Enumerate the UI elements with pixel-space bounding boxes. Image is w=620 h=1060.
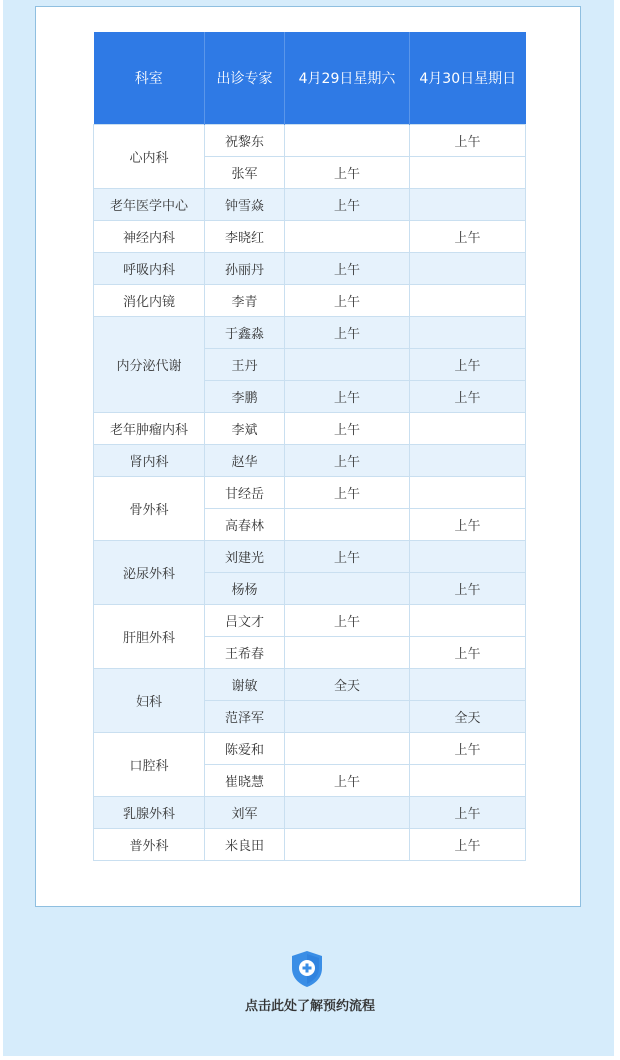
doctor-cell: 于鑫淼 bbox=[205, 317, 285, 349]
table-row bbox=[94, 253, 526, 285]
sunday-slot-cell: 上午 bbox=[410, 733, 526, 765]
sunday-slot-cell: 上午 bbox=[410, 125, 526, 157]
sunday-slot-cell: 上午 bbox=[410, 509, 526, 541]
doctor-cell: 王丹 bbox=[205, 349, 285, 381]
table-row bbox=[94, 221, 526, 253]
saturday-slot-cell: 上午 bbox=[285, 285, 410, 317]
sunday-slot-cell: 上午 bbox=[410, 349, 526, 381]
saturday-slot-cell: 上午 bbox=[285, 317, 410, 349]
saturday-slot-cell bbox=[285, 125, 410, 157]
doctor-cell: 李斌 bbox=[205, 413, 285, 445]
doctor-cell: 王希春 bbox=[205, 637, 285, 669]
doctor-cell: 赵华 bbox=[205, 445, 285, 477]
department-cell: 乳腺外科 bbox=[94, 797, 205, 829]
appointment-process-link[interactable]: 点击此处了解预约流程 bbox=[244, 999, 375, 1014]
sunday-slot-cell bbox=[410, 765, 526, 797]
header-department: 科室 bbox=[94, 32, 205, 125]
department-cell: 老年肿瘤内科 bbox=[94, 413, 205, 445]
doctor-cell: 米良田 bbox=[205, 829, 285, 861]
table-row bbox=[94, 669, 526, 701]
doctor-cell: 刘军 bbox=[205, 797, 285, 829]
saturday-slot-cell: 上午 bbox=[285, 413, 410, 445]
table-row bbox=[94, 317, 526, 349]
saturday-slot-cell: 上午 bbox=[285, 157, 410, 189]
doctor-cell: 甘经岳 bbox=[205, 477, 285, 509]
saturday-slot-cell: 上午 bbox=[285, 253, 410, 285]
doctor-cell: 高春林 bbox=[205, 509, 285, 541]
department-cell: 呼吸内科 bbox=[94, 253, 205, 285]
doctor-cell: 张军 bbox=[205, 157, 285, 189]
table-row bbox=[94, 125, 526, 157]
saturday-slot-cell: 全天 bbox=[285, 669, 410, 701]
table-body bbox=[94, 125, 526, 861]
table-row bbox=[94, 285, 526, 317]
table-row bbox=[94, 733, 526, 765]
saturday-slot-cell bbox=[285, 797, 410, 829]
department-cell: 老年医学中心 bbox=[94, 189, 205, 221]
sunday-slot-cell: 上午 bbox=[410, 381, 526, 413]
sunday-slot-cell bbox=[410, 413, 526, 445]
saturday-slot-cell bbox=[285, 509, 410, 541]
department-cell: 消化内镜 bbox=[94, 285, 205, 317]
saturday-slot-cell bbox=[285, 349, 410, 381]
sunday-slot-cell: 上午 bbox=[410, 829, 526, 861]
doctor-cell: 谢敏 bbox=[205, 669, 285, 701]
saturday-slot-cell bbox=[285, 829, 410, 861]
sunday-slot-cell bbox=[410, 157, 526, 189]
doctor-cell: 祝黎东 bbox=[205, 125, 285, 157]
sunday-slot-cell bbox=[410, 253, 526, 285]
expert-schedule-table bbox=[93, 32, 526, 861]
saturday-slot-cell: 上午 bbox=[285, 477, 410, 509]
sunday-slot-cell: 上午 bbox=[410, 637, 526, 669]
sunday-slot-cell bbox=[410, 445, 526, 477]
header-sunday: 4月30日星期日 bbox=[410, 32, 526, 125]
department-cell: 口腔科 bbox=[94, 733, 205, 797]
saturday-slot-cell: 上午 bbox=[285, 445, 410, 477]
saturday-slot-cell: 上午 bbox=[285, 541, 410, 573]
header-expert: 出诊专家 bbox=[205, 32, 285, 125]
doctor-cell: 孙丽丹 bbox=[205, 253, 285, 285]
sunday-slot-cell: 全天 bbox=[410, 701, 526, 733]
saturday-slot-cell: 上午 bbox=[285, 605, 410, 637]
sunday-slot-cell: 上午 bbox=[410, 797, 526, 829]
department-cell: 神经内科 bbox=[94, 221, 205, 253]
sunday-slot-cell bbox=[410, 189, 526, 221]
sunday-slot-cell bbox=[410, 285, 526, 317]
sunday-slot-cell bbox=[410, 541, 526, 573]
table-row bbox=[94, 797, 526, 829]
doctor-cell: 钟雪焱 bbox=[205, 189, 285, 221]
sunday-slot-cell: 上午 bbox=[410, 573, 526, 605]
table-row bbox=[94, 477, 526, 509]
doctor-cell: 刘建光 bbox=[205, 541, 285, 573]
doctor-cell: 陈爱和 bbox=[205, 733, 285, 765]
table-row bbox=[94, 189, 526, 221]
table-header-row bbox=[94, 32, 526, 125]
table-row bbox=[94, 829, 526, 861]
table-row bbox=[94, 413, 526, 445]
doctor-cell: 杨杨 bbox=[205, 573, 285, 605]
table-row bbox=[94, 445, 526, 477]
sunday-slot-cell bbox=[410, 605, 526, 637]
sunday-slot-cell bbox=[410, 669, 526, 701]
sunday-slot-cell bbox=[410, 477, 526, 509]
department-cell: 肝胆外科 bbox=[94, 605, 205, 669]
saturday-slot-cell: 上午 bbox=[285, 381, 410, 413]
shield-plus-icon[interactable] bbox=[290, 950, 324, 988]
doctor-cell: 吕文才 bbox=[205, 605, 285, 637]
saturday-slot-cell bbox=[285, 701, 410, 733]
department-cell: 内分泌代谢 bbox=[94, 317, 205, 413]
doctor-cell: 李晓红 bbox=[205, 221, 285, 253]
department-cell: 肾内科 bbox=[94, 445, 205, 477]
saturday-slot-cell bbox=[285, 733, 410, 765]
doctor-cell: 李青 bbox=[205, 285, 285, 317]
saturday-slot-cell: 上午 bbox=[285, 189, 410, 221]
sunday-slot-cell: 上午 bbox=[410, 221, 526, 253]
department-cell: 妇科 bbox=[94, 669, 205, 733]
department-cell: 骨外科 bbox=[94, 477, 205, 541]
sunday-slot-cell bbox=[410, 317, 526, 349]
table-row bbox=[94, 605, 526, 637]
department-cell: 心内科 bbox=[94, 125, 205, 189]
table-row bbox=[94, 541, 526, 573]
saturday-slot-cell bbox=[285, 573, 410, 605]
header-saturday: 4月29日星期六 bbox=[285, 32, 410, 125]
doctor-cell: 范泽军 bbox=[205, 701, 285, 733]
department-cell: 泌尿外科 bbox=[94, 541, 205, 605]
saturday-slot-cell bbox=[285, 221, 410, 253]
department-cell: 普外科 bbox=[94, 829, 205, 861]
doctor-cell: 李鹏 bbox=[205, 381, 285, 413]
doctor-cell: 崔晓慧 bbox=[205, 765, 285, 797]
saturday-slot-cell: 上午 bbox=[285, 765, 410, 797]
saturday-slot-cell bbox=[285, 637, 410, 669]
